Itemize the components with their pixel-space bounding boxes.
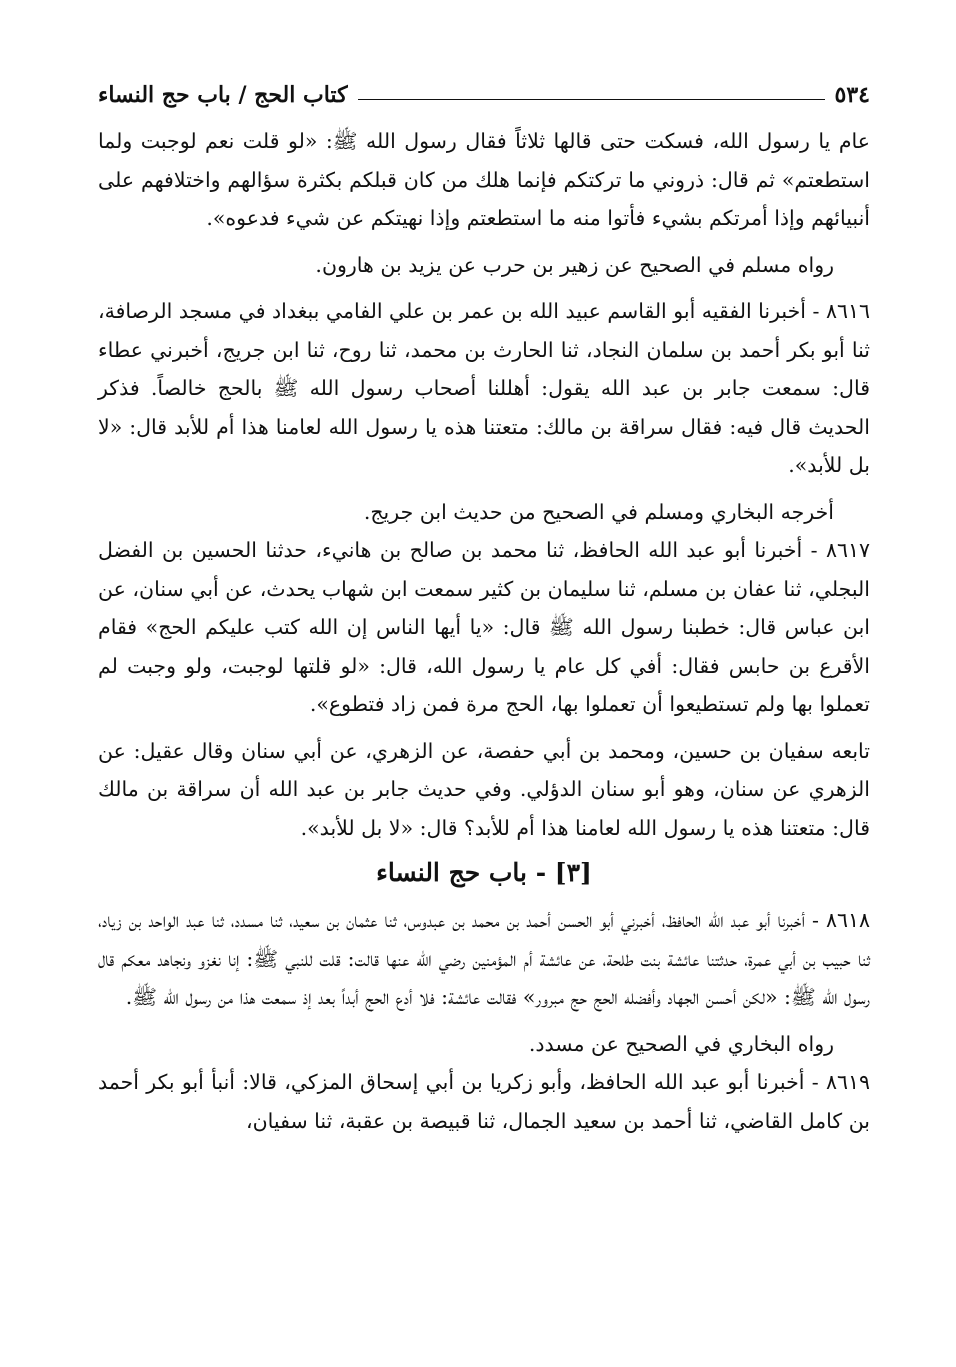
page-number: ٥٣٤	[834, 82, 870, 108]
hadith-8617: ٨٦١٧ - أخبرنا أبو عبد الله الحافظ، ثنا محمد بن صالح بن هانيء، حدثنا الحسين بن الفضل البجلي، ثنا عفان بن مسلم، ثنا سليمان بن كثير سمعت ابن شهاب يحدث، عن أبي سنان، عن ابن عباس قال: خطبنا رسول الله ﷺ قال: «يا أيها الناس إن الله كتب عليكم الحج» فقام الأقرع بن حابس فقال: أفي كل عام يا رسول الله، قال: «لو قلتها لوجبت، ولو وجبت لم تعملوا بها ولم تستطيعوا أن تعملوا بها، الحج مرة فمن زاد فتطوع».	[98, 538, 870, 716]
paragraph-note: رواه البخاري في الصحيح عن مسدد.	[528, 1031, 834, 1056]
header-rule	[358, 99, 825, 100]
running-title: كتاب الحج / باب حج النساء	[98, 82, 348, 108]
hadith-8616: ٨٦١٦ - أخبرنا الفقيه أبو القاسم عبيد الله بن عمر بن علي الفامي ببغداد في مسجد الرصافة، ثنا أبو بكر أحمد بن سلمان النجاد، ثنا الحارث بن محمد، ثنا روح، ثنا ابن جريج، أخبرني عطاء قال: سمعت جابر بن عبد الله يقول: أهللنا أصحاب رسول الله ﷺ بالحج خالصاً. فذكر الحديث قال فيه: فقال سراقة بن مالك: متعتنا هذه يا رسول الله لعامنا هذا أم للأبد قال: «لا بل للأبد».	[98, 299, 870, 477]
section-heading: [٣] - باب حج النساء	[376, 858, 592, 887]
hadith-8619: ٨٦١٩ - أخبرنا أبو عبد الله الحافظ، وأبو زكريا بن أبي إسحاق المزكي، قالا: أنبأ أبو بكر أحمد بن كامل القاضي، ثنا أحمد بن سعيد الجمال، ثنا قبيصة بن عقبة، ثنا سفيان،	[98, 1070, 870, 1133]
page-header	[98, 60, 870, 108]
paragraph-note: أخرجه البخاري ومسلم في الصحيح من حديث ابن جريج.	[363, 499, 834, 524]
paragraph-note: رواه مسلم في الصحيح عن زهير بن حرب عن يزيد بن هارون.	[315, 252, 834, 277]
paragraph-continuation: عام يا رسول الله، فسكت حتى قالها ثلاثاً فقال رسول الله ﷺ: «لو قلت نعم لوجبت ولما استطعتم» ثم قال: ذروني ما تركتكم فإنما هلك من كان قبلكم بكثرة سؤالهم واختلافهم على أنبيائهم وإذا أمرتكم بشيء فأتوا منه ما استطعتم وإذا نهيتكم عن شيء فدعوه».	[98, 129, 870, 230]
hadith-8618: ٨٦١٨ - أخبرنا أبو عبد الله الحافظ، أخبرني أبو الحسن أحمد بن محمد بن عبدوس، ثنا عثمان بن سعيد، ثنا مسدد، ثنا عبد الواحد بن زياد، ثنا حبيب بن أبي عمرة، حدثتنا عائشة بنت طلحة، عن عائشة أم المؤمنين رضي الله عنها قالت: قلت للنبي ﷺ: إنا نغزو ونجاهد معكم قال رسول الله ﷺ: «لكن أحسن الجهاد وأفضله الحج حج مبرور» فقالت عائشة: فلا أدع الحج أبداً بعد إذ سمعت هذا من رسول الله ﷺ.	[98, 908, 870, 1009]
paragraph-note: تابعه سفيان بن حسين، ومحمد بن أبي حفصة، عن الزهري، عن أبي سنان وقال عقيل: عن الزهري عن سنان، وهو أبو سنان الدؤلي. وفي حديث جابر بن عبد الله أن سراقة بن مالك قال: متعتنا هذه يا رسول الله لعامنا هذا أم للأبد؟ قال: «لا بل للأبد».	[98, 738, 870, 840]
